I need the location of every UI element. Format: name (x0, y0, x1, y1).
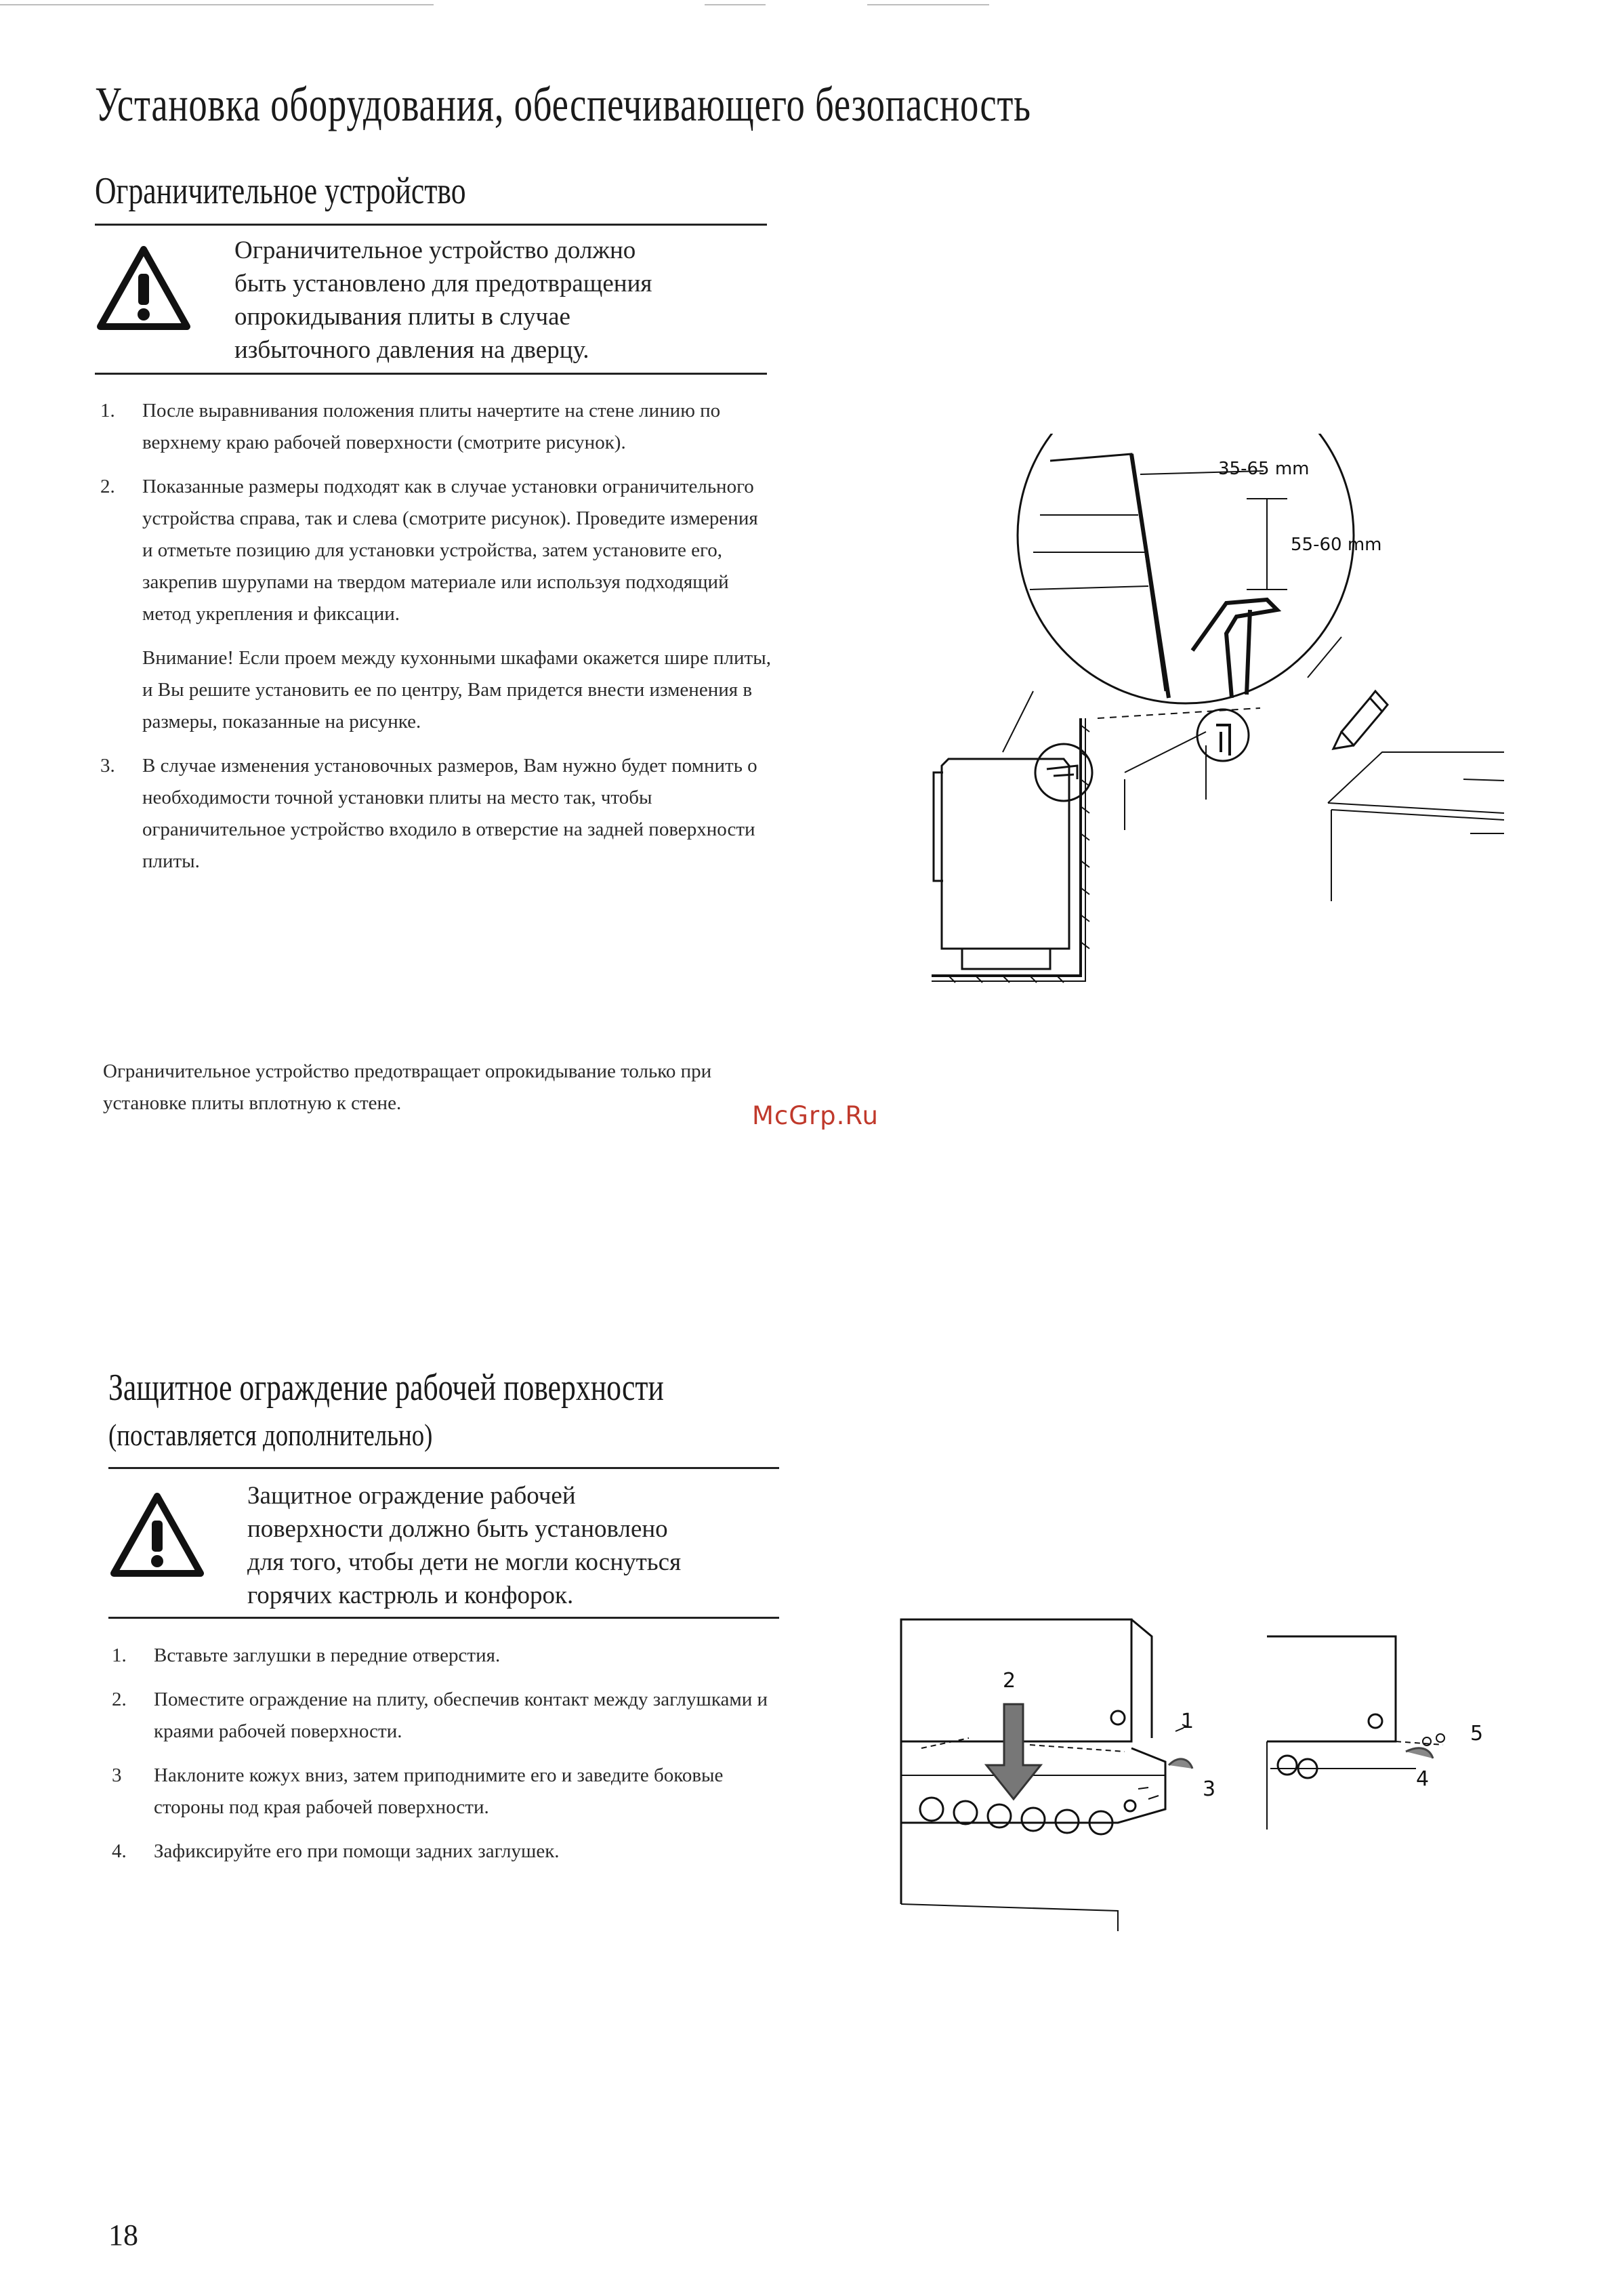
watermark: McGrp.Ru (752, 1101, 879, 1130)
list-item: 3. В случае изменения установочных размеров, Вам нужно будет помнить о необходимости точной установки плиты на место так, чтобы ограничительное устройство входило в отверстие на задней поверхности плиты. (100, 755, 757, 872)
warning-triangle-icon (96, 244, 191, 335)
divider (95, 224, 767, 226)
page-number: 18 (108, 2218, 138, 2252)
dim-horizontal-label: 35-65 mm (1218, 459, 1310, 479)
section2-subheading: (поставляется дополнительно) (108, 1418, 433, 1452)
divider (108, 1467, 779, 1469)
figure-label-2: 2 (1003, 1669, 1016, 1693)
list-item: 3 Наклоните кожух вниз, затем приподнимите его и заведите боковые стороны под края рабочей поверхности. (112, 1764, 724, 1818)
page-title: Установка оборудования, обеспечивающего безопасность (95, 77, 1031, 131)
section1-steps (100, 395, 771, 890)
section1-heading: Ограничительное устройство (95, 170, 466, 212)
figure-label-1: 1 (1181, 1710, 1194, 1733)
figure-label-4: 4 (1416, 1767, 1430, 1791)
restraint-installation-figure (908, 434, 1518, 999)
scan-line (867, 4, 989, 5)
pencil-icon (1333, 691, 1388, 749)
warning-triangle-icon (110, 1491, 205, 1582)
figure-label-3: 3 (1203, 1777, 1216, 1801)
list-item: 2. Показанные размеры подходят как в случае установки ограничительного устройства справа, так и слева (смотрите рисунок). Проведите измерения и отметьте позицию для установки устройства, затем установите его, закрепив шурупами на твердом материале или используя подходящий метод укрепления и фиксации. (100, 476, 758, 625)
section1-warning: Ограничительное устройство должно быть установлено для предотвращения опрокидывания плиты в случае избыточного давления на дверцу. (234, 236, 652, 364)
scan-line (705, 4, 766, 5)
section2-heading: Защитное ограждение рабочей поверхности (108, 1367, 664, 1409)
list-item: Внимание! Если проем между кухонными шкафами окажется шире плиты, и Вы решите установить ее по центру, Вам придется внести изменения в размеры, показанные на рисунке. (142, 647, 771, 732)
guard-installation-figure (881, 1606, 1504, 1935)
section2-steps (112, 1640, 783, 1880)
section1-note: Ограничительное устройство предотвращает опрокидывание только при установке плиты вплотную к стене. (103, 1060, 712, 1114)
scan-line (0, 4, 434, 5)
figure-label-5: 5 (1470, 1722, 1484, 1745)
section2-warning: Защитное ограждение рабочей поверхности должно быть установлено для того, чтобы дети не могли коснуться горячих кастрюль и конфорок. (247, 1482, 682, 1609)
dim-vertical-label: 55-60 mm (1291, 535, 1382, 555)
list-item: 4. Зафиксируйте его при помощи задних заглушек. (112, 1840, 560, 1862)
list-item: 1. После выравнивания положения плиты начертите на стене линию по верхнему краю рабочей поверхности (смотрите рисунок). (100, 400, 721, 453)
divider (95, 373, 767, 375)
list-item: 2. Поместите ограждение на плиту, обеспечив контакт между заглушками и краями рабочей поверхности. (112, 1689, 768, 1742)
divider (108, 1617, 779, 1619)
list-item: 1. Вставьте заглушки в передние отверстия. (112, 1645, 501, 1666)
